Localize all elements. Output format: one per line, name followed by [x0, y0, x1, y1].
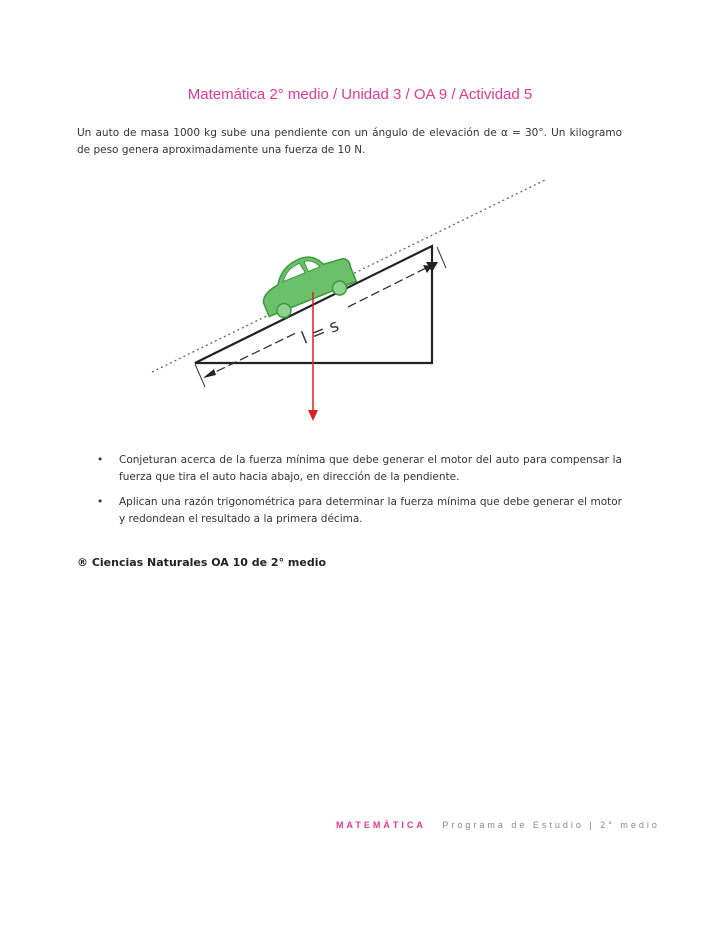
arrowhead-left-icon	[203, 369, 216, 378]
footer-brand: MATEMÁTICA	[336, 820, 426, 830]
footer-program: Programa de Estudio	[442, 820, 584, 830]
footer-separator: |	[589, 820, 595, 830]
length-dimension-line-lower	[205, 332, 298, 377]
length-label: l = s	[298, 315, 343, 349]
car-icon	[253, 242, 359, 323]
footer-grade: 2° medio	[600, 820, 660, 830]
tick-right	[437, 247, 446, 268]
page-footer	[336, 820, 660, 830]
intro-paragraph: Un auto de masa 1000 kg sube una pendiente con un ángulo de elevación de α = 30°. Un kilogramo de peso genera aproximadamente una fuerza de 10 N.	[77, 127, 622, 156]
cross-reference-heading: ® Ciencias Naturales OA 10 de 2° medio	[77, 556, 327, 569]
gravity-arrowhead-icon	[308, 410, 318, 421]
page-title: Matemática 2° medio / Unidad 3 / OA 9 / Actividad 5	[187, 86, 533, 103]
list-item: • Aplican una razón trigonométrica para determinar la fuerza mínima que debe generar el motor y redondean el resultado a la primera décima.	[77, 494, 622, 528]
activity-list	[77, 452, 622, 536]
length-dimension-line-upper	[348, 266, 430, 307]
list-item: • Conjeturan acerca de la fuerza mínima que debe generar el motor del auto para compensar la fuerza que tira el auto hacia abajo, en dirección de la pendiente.	[77, 452, 622, 486]
tick-left	[195, 364, 205, 387]
